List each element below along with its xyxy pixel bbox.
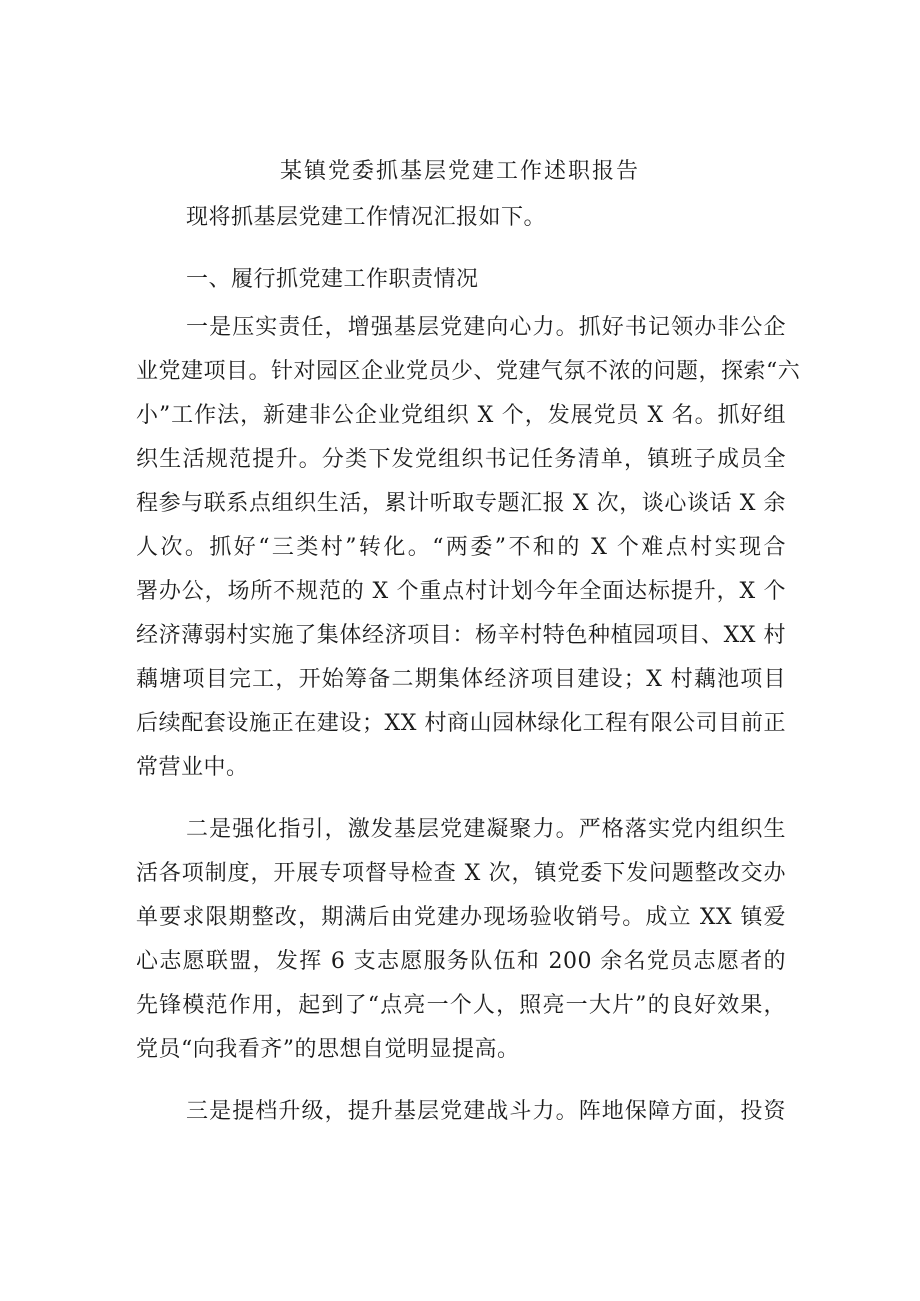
paragraph-2-line: 先锋模范作用，起到了“点亮一个人，照亮一大片”的良好效果， — [136, 993, 786, 1018]
paragraph-2-line: 心志愿联盟，发挥 6 支志愿服务队伍和 200 余名党员志愿者的 — [136, 949, 786, 974]
paragraph-1-line: 一是压实责任，增强基层党建向心力。抓好书记领办非公企 — [186, 315, 786, 340]
section-heading: 一、履行抓党建工作职责情况 — [186, 267, 479, 292]
paragraph-3-line: 三是提档升级，提升基层党建战斗力。阵地保障方面，投资 — [186, 1099, 786, 1124]
paragraph-2-line: 二是强化指引，激发基层党建凝聚力。严格落实党内组织生 — [186, 817, 786, 842]
paragraph-1-line: 程参与联系点组织生活，累计听取专题汇报 X 次，谈心谈话 X 余 — [136, 491, 786, 516]
paragraph-2-line: 党员“向我看齐”的思想自觉明显提高。 — [136, 1037, 520, 1062]
paragraph-1-line: 署办公，场所不规范的 X 个重点村计划今年全面达标提升，X 个 — [136, 579, 786, 604]
paragraph-1-line: 织生活规范提升。分类下发党组织书记任务清单，镇班子成员全 — [136, 447, 786, 472]
paragraph-1-line: 常营业中。 — [136, 755, 249, 780]
paragraph-2-line: 活各项制度，开展专项督导检查 X 次，镇党委下发问题整改交办 — [136, 861, 786, 886]
paragraph-1-line: 藕塘项目完工，开始筹备二期集体经济项目建设；X 村藕池项目 — [136, 667, 786, 692]
document-title: 某镇党委抓基层党建工作述职报告 — [279, 159, 640, 184]
paragraph-1-line: 小”工作法，新建非公企业党组织 X 个，发展党员 X 名。抓好组 — [136, 403, 786, 428]
paragraph-1-line: 人次。抓好“三类村”转化。“两委”不和的 X 个难点村实现合 — [136, 535, 786, 560]
paragraph-1-line: 业党建项目。针对园区企业党员少、党建气氛不浓的问题，探索“六 — [136, 359, 801, 384]
intro-paragraph: 现将抓基层党建工作情况汇报如下。 — [186, 205, 547, 230]
paragraph-1-line: 后续配套设施正在建设；XX 村商山园林绿化工程有限公司目前正 — [136, 711, 786, 736]
paragraph-1-line: 经济薄弱村实施了集体经济项目：杨辛村特色种植园项目、XX 村 — [136, 623, 786, 648]
paragraph-2-line: 单要求限期整改，期满后由党建办现场验收销号。成立 XX 镇爱 — [136, 905, 786, 930]
